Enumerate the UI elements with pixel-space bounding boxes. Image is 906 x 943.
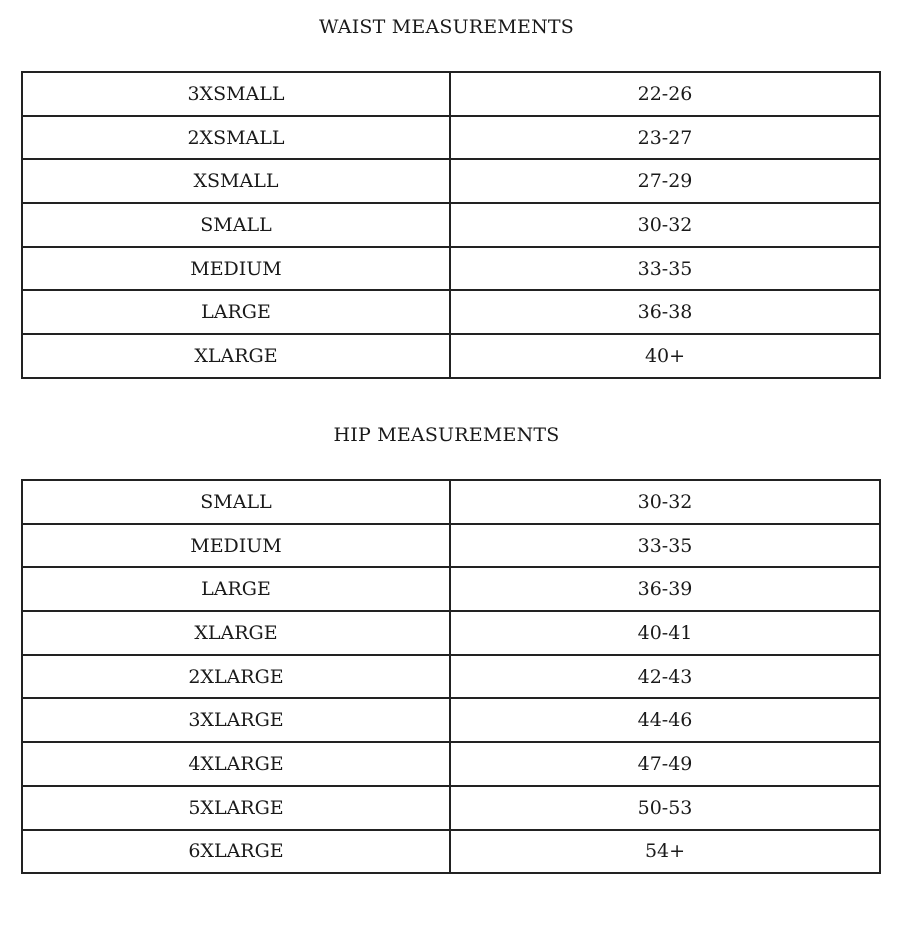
size-cell: 2XLARGE xyxy=(22,655,450,699)
table-row xyxy=(22,290,880,334)
range-cell: 40-41 xyxy=(450,611,880,655)
table-row xyxy=(22,786,880,830)
table-row xyxy=(22,524,880,568)
size-cell: LARGE xyxy=(22,567,450,611)
size-cell: XLARGE xyxy=(22,611,450,655)
table-row xyxy=(22,116,880,160)
waist-measurements-title: WAIST MEASUREMENTS xyxy=(318,16,575,38)
size-cell: SMALL xyxy=(22,480,450,524)
size-cell: 5XLARGE xyxy=(22,786,450,830)
range-cell: 36-38 xyxy=(450,290,880,334)
table-row xyxy=(22,203,880,247)
size-cell: 6XLARGE xyxy=(22,830,450,874)
table-row xyxy=(22,334,880,378)
table-row xyxy=(22,480,880,524)
table-row xyxy=(22,742,880,786)
table-row xyxy=(22,611,880,655)
range-cell: 42-43 xyxy=(450,655,880,699)
range-cell: 23-27 xyxy=(450,116,880,160)
range-cell: 33-35 xyxy=(450,524,880,568)
size-cell: MEDIUM xyxy=(22,524,450,568)
range-cell: 40+ xyxy=(450,334,880,378)
size-cell: LARGE xyxy=(22,290,450,334)
range-cell: 54+ xyxy=(450,830,880,874)
range-cell: 30-32 xyxy=(450,480,880,524)
size-cell: 3XLARGE xyxy=(22,698,450,742)
size-cell: XLARGE xyxy=(22,334,450,378)
range-cell: 47-49 xyxy=(450,742,880,786)
size-cell: 4XLARGE xyxy=(22,742,450,786)
table-row xyxy=(22,247,880,291)
table-row xyxy=(22,698,880,742)
hip-measurements-table xyxy=(21,479,881,874)
size-cell: 3XSMALL xyxy=(22,72,450,116)
waist-measurements-table xyxy=(21,71,881,379)
size-cell: XSMALL xyxy=(22,159,450,203)
range-cell: 30-32 xyxy=(450,203,880,247)
table-row xyxy=(22,72,880,116)
range-cell: 33-35 xyxy=(450,247,880,291)
size-cell: 2XSMALL xyxy=(22,116,450,160)
hip-measurements-title: HIP MEASUREMENTS xyxy=(333,424,560,446)
range-cell: 36-39 xyxy=(450,567,880,611)
table-row xyxy=(22,159,880,203)
range-cell: 44-46 xyxy=(450,698,880,742)
table-row xyxy=(22,567,880,611)
range-cell: 50-53 xyxy=(450,786,880,830)
range-cell: 22-26 xyxy=(450,72,880,116)
range-cell: 27-29 xyxy=(450,159,880,203)
size-cell: SMALL xyxy=(22,203,450,247)
table-row xyxy=(22,830,880,874)
size-cell: MEDIUM xyxy=(22,247,450,291)
table-row xyxy=(22,655,880,699)
